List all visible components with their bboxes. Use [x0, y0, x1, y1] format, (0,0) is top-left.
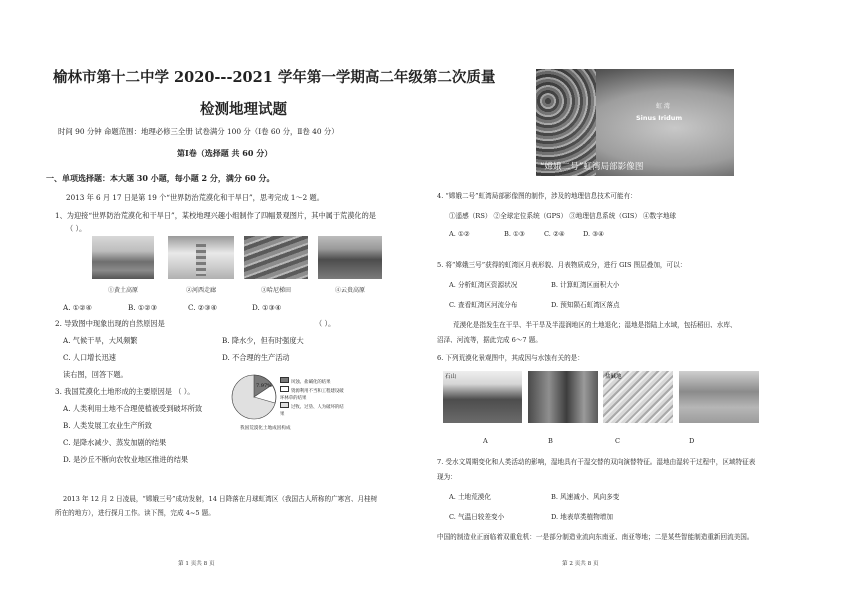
landscape-photo-b — [528, 371, 598, 423]
photo-caption-3: ③哈尼梯田 — [260, 287, 291, 294]
q5-option-a: A. 分析虹湾区资源状况 — [449, 281, 518, 289]
photo-caption-4: ④云贵高原 — [334, 287, 365, 294]
intro1: 2013 年 6 月 17 日是第 19 个“世界防治荒漠化和干旱日”，思考完成 1～2 题。 — [66, 193, 324, 202]
pie-legend-item — [280, 402, 344, 418]
pie-pct-label: 7.97% — [256, 383, 272, 389]
moon-label-en: Sinus Iridum — [636, 114, 683, 122]
moon-label-cn: 虹 湾 — [656, 103, 670, 110]
q4-items: ①遥感（RS） ②全球定位系统（GPS） ③地理信息系统（GIS） ④数字地球 — [449, 212, 677, 220]
intro2-line1: 2013 年 12 月 2 日凌晨，“嫦娥三号”成功发射，14 日降落在月球虹湾区（我国古人所称的广寒宫、月桂树 — [63, 495, 378, 503]
q3-option-c: C. 是降水减少、蒸发加剧的结果 — [63, 438, 167, 447]
doc-title-line1: 榆林市第十二中学 2020---2021 学年第一学期高二年级第二次质量 — [53, 69, 496, 86]
photo-letter-a: A — [483, 437, 488, 445]
photo-tag-a: 石山 — [445, 374, 457, 380]
q5-option-b: B. 计算虹湾区面积大小 — [551, 281, 620, 289]
pie-legend-label: 资源利用不当和工程建设破坏林草的结果 — [280, 389, 344, 401]
photo-tag-c: 盐碱地 — [605, 374, 622, 380]
para1-line2: 沼泽、河流等，据此完成 6～7 题。 — [437, 336, 542, 344]
q7-option-c: C. 气温日较差变小 — [449, 513, 505, 521]
q7-line2: 现为： — [437, 473, 457, 481]
q1-line1: 1、为迎接“世界防治荒漠化和干旱日”，某校地理兴趣小组制作了四幅景观图片，其中属于荒漠化的是 — [55, 211, 376, 220]
q5-option-c: C. 查看虹湾区河流分布 — [449, 301, 518, 309]
q3-option-b: B. 人类发展工农业生产所致 — [63, 421, 152, 430]
q4-option-a: A. ①② — [449, 230, 470, 238]
intro2-line2: 所在的地方），进行探月工作。读下图，完成 4~5 题。 — [55, 509, 215, 517]
q5-stem: 5. 将“嫦娥三号”获得的虹湾区月表形貌、月表物质成分，进行 GIS 图层叠加，可以： — [437, 261, 687, 269]
pie-caption: 我国荒漠化土地成因构成 — [240, 426, 291, 431]
doc-title-line2: 检测地理试题 — [200, 101, 287, 118]
q2-option-c: C. 人口增长迅速 — [63, 353, 116, 362]
q4-option-d: D. ③④ — [583, 230, 605, 238]
part1-heading: 第Ⅰ卷（选择题 共 60 分） — [177, 148, 273, 158]
landscape-photo-c — [603, 371, 673, 423]
q6-stem: 6. 下列荒漠化景观图中，其成因与水蚀有关的是： — [437, 354, 584, 362]
pie-legend-label: 过牧、过垦、人为破坏的结果 — [280, 405, 344, 417]
q2-option-b: B. 降水少，但有时强度大 — [222, 336, 304, 345]
pie-figure — [226, 371, 346, 435]
bottom-text: 中国的制造业正面临着双重危机：一是部分制造业流向东南亚、南亚等地；二是某些智能制造重新回流美国。 — [437, 533, 754, 541]
pie-legend-item — [280, 377, 344, 386]
q1-option-b: B. ①②③ — [128, 303, 158, 312]
hani-terrace-photo — [244, 236, 308, 279]
exam-info: 时间 90 分钟 命题范围：地理必修三全册 试卷满分 100 分（Ⅰ卷 60 分，Ⅱ卷 40 分） — [58, 127, 339, 136]
pie-legend-item — [280, 386, 344, 402]
q1-option-c: C. ②③④ — [188, 303, 218, 312]
section1-heading: 一、单项选择题：本大题 30 小题，每小题 2 分，满分 60 分。 — [46, 173, 275, 183]
q4-stem: 4. “嫦娥二号”虹湾局部影像图的制作，涉及的地理信息技术可能有： — [437, 192, 637, 200]
q2-paren: （ ）。 — [315, 319, 336, 328]
q4-option-c: C. ②④ — [544, 230, 565, 238]
photo-letter-b: B — [548, 437, 553, 445]
q2-option-d: D. 不合理的生产活动 — [222, 353, 290, 362]
q1-option-d: D. ①③④ — [252, 303, 282, 312]
photo-caption-1: ①黄土高原 — [107, 287, 138, 294]
q3-option-a: A. 人类利用土地不合理使植被受到破坏所致 — [63, 404, 203, 413]
pie-legend — [280, 377, 344, 418]
q2-option-a: A. 气候干旱，大风频繁 — [63, 336, 138, 345]
q7-option-d: D. 地表草类植物增加 — [551, 513, 613, 521]
page-footer-right: 第 2 页共 8 页 — [562, 561, 599, 567]
moon-image — [536, 69, 734, 176]
para1-line1: 荒漠化是指发生在干旱、半干旱及半湿润地区的土地退化；湿地是指陆上水域，包括稻田、水库、 — [453, 321, 737, 329]
q4-option-b: B. ①③ — [504, 230, 525, 238]
loess-plateau-photo — [92, 236, 154, 279]
q2-stem: 2. 导致图中现象出现的自然原因是 — [55, 319, 165, 328]
q3-option-d: D. 是沙丘不断向农牧业地区推进的结果 — [63, 455, 189, 464]
photo-letter-d: D — [689, 437, 695, 445]
q1-option-a: A. ①②④ — [63, 303, 93, 312]
photo-letter-c: C — [615, 437, 621, 445]
pie-chart — [226, 373, 286, 423]
q5-option-d: D. 预知陨石虹湾区落点 — [551, 301, 620, 309]
q7-option-b: B. 风速减小、风向多变 — [551, 493, 620, 501]
landscape-photo-d — [679, 371, 759, 423]
q7-option-a: A. 土地荒漠化 — [449, 493, 491, 501]
hexi-corridor-photo — [168, 236, 234, 279]
q3-stem: 3. 我国荒漠化土地形成的主要原因是 （ ）。 — [55, 387, 195, 396]
page-footer-left: 第 1 页共 8 页 — [178, 561, 215, 567]
landscape-photo-a — [443, 371, 522, 423]
pie-legend-swatch — [280, 402, 289, 408]
photo-caption-2: ②河西走廊 — [185, 287, 216, 294]
read-graph: 读右图，回答下题。 — [63, 370, 128, 379]
yungui-plateau-photo — [318, 236, 382, 279]
pie-legend-swatch — [280, 386, 289, 392]
moon-caption: “嫦娥二号”虹湾局部影像图 — [540, 162, 644, 172]
pie-legend-swatch — [280, 377, 289, 383]
q1-line2: （ ）。 — [66, 224, 87, 233]
q7-line1: 7. 受水文周期变化和人类活动的影响，湿地具有干湿交替的双向演替特征。湿地由湿转干过程中，区域特征表 — [437, 458, 756, 466]
pie-legend-label: 风蚀、盐碱化的结果 — [291, 380, 331, 385]
